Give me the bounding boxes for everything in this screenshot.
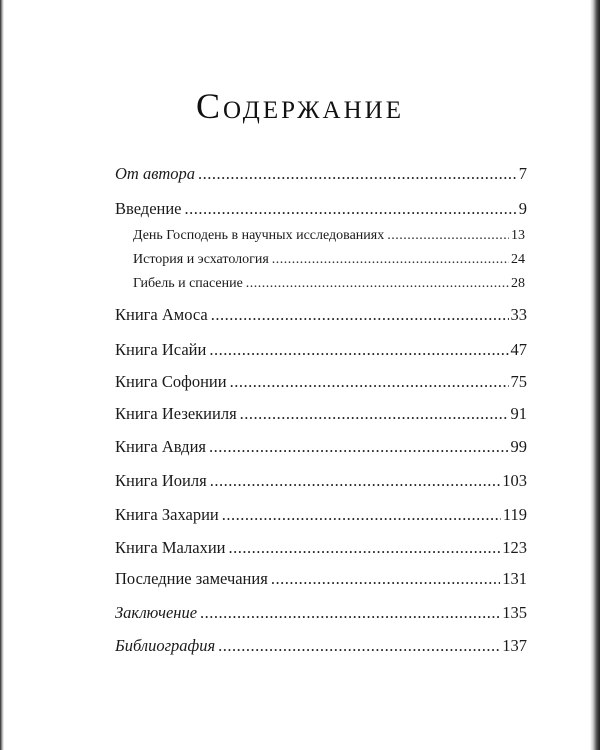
toc-dot-leader	[230, 372, 509, 392]
toc-entry-title: Книга Амоса	[115, 305, 208, 324]
toc-dot-leader	[210, 471, 501, 491]
toc-entry-title: День Господень в научных исследованиях	[133, 228, 385, 243]
toc-page-number: 131	[502, 569, 527, 588]
toc-entry-title: Книга Авдия	[115, 437, 206, 456]
toc-dot-leader	[211, 305, 509, 325]
toc-entry-title: Книга Иезекииля	[115, 404, 237, 423]
toc-entry-poslednie-zamechaniya	[115, 569, 527, 589]
toc-dot-leader	[198, 164, 517, 184]
toc-entry-title: От автора	[115, 164, 196, 183]
toc-page-number: 28	[511, 276, 525, 291]
toc-dot-leader	[222, 505, 501, 525]
toc-dot-leader	[240, 404, 509, 424]
toc-dot-leader	[387, 226, 509, 246]
toc-subentry-gibel	[133, 274, 525, 294]
toc-page-number: 33	[510, 305, 527, 324]
toc-page-number: 75	[510, 372, 527, 391]
toc-page-number: 13	[511, 228, 525, 243]
toc-entry-kniga-sofonii	[115, 372, 527, 392]
toc-page-number: 24	[511, 252, 525, 267]
toc-dot-leader	[271, 569, 500, 589]
toc-entry-kniga-ioilya	[115, 471, 527, 491]
toc-entry-ot-avtora	[115, 164, 527, 184]
toc-entry-title: Книга Софонии	[115, 372, 227, 391]
toc-page-number: 123	[502, 538, 527, 557]
toc-entry-bibliografiya	[115, 636, 527, 656]
toc-page-number: 137	[502, 636, 527, 655]
toc-entry-title: Книга Малахии	[115, 538, 226, 557]
toc-page-number: 47	[510, 340, 527, 359]
toc-entry-title: Книга Захарии	[115, 505, 219, 524]
toc-entry-kniga-isaii	[115, 340, 527, 360]
toc-page-number: 9	[518, 199, 527, 218]
toc-entry-vvedenie	[115, 199, 527, 219]
toc-entry-title: Книга Иоиля	[115, 471, 207, 490]
toc-dot-leader	[200, 603, 500, 623]
toc-subentry-istoriya	[133, 250, 525, 270]
toc-entry-title: Введение	[115, 199, 182, 218]
toc-entry-title: Заключение	[115, 603, 198, 622]
toc-page-number: 119	[502, 505, 527, 524]
toc-page-number: 135	[502, 603, 527, 622]
toc-page-number: 91	[510, 404, 527, 423]
toc-dot-leader	[246, 274, 509, 294]
toc-entry-zaklyuchenie	[115, 603, 527, 623]
toc-entry-title: История и эсхатология	[133, 252, 269, 267]
toc-dot-leader	[229, 538, 501, 558]
toc-entry-kniga-iezekiilya	[115, 404, 527, 424]
toc-dot-leader	[209, 340, 508, 360]
toc-dot-leader	[272, 250, 509, 270]
toc-entry-title: Книга Исайи	[115, 340, 207, 359]
toc-entry-kniga-avdiya	[115, 437, 527, 457]
toc-entry-kniga-zaharii	[115, 505, 527, 525]
toc-entry-kniga-malahii	[115, 538, 527, 558]
toc-dot-leader	[209, 437, 509, 457]
toc-subentry-den-gospoden	[133, 226, 525, 246]
toc-dot-leader	[185, 199, 517, 219]
toc-entry-title: Библиография	[115, 636, 216, 655]
toc-entry-title: Гибель и спасение	[133, 276, 243, 291]
toc-entry-kniga-amosa	[115, 305, 527, 325]
toc-page-number: 103	[502, 471, 527, 490]
toc-entry-title: Последние замечания	[115, 569, 268, 588]
page-title: Содержание	[195, 86, 404, 126]
toc-page-number: 7	[518, 164, 527, 183]
toc-dot-leader	[218, 636, 500, 656]
toc-page-number: 99	[510, 437, 527, 456]
